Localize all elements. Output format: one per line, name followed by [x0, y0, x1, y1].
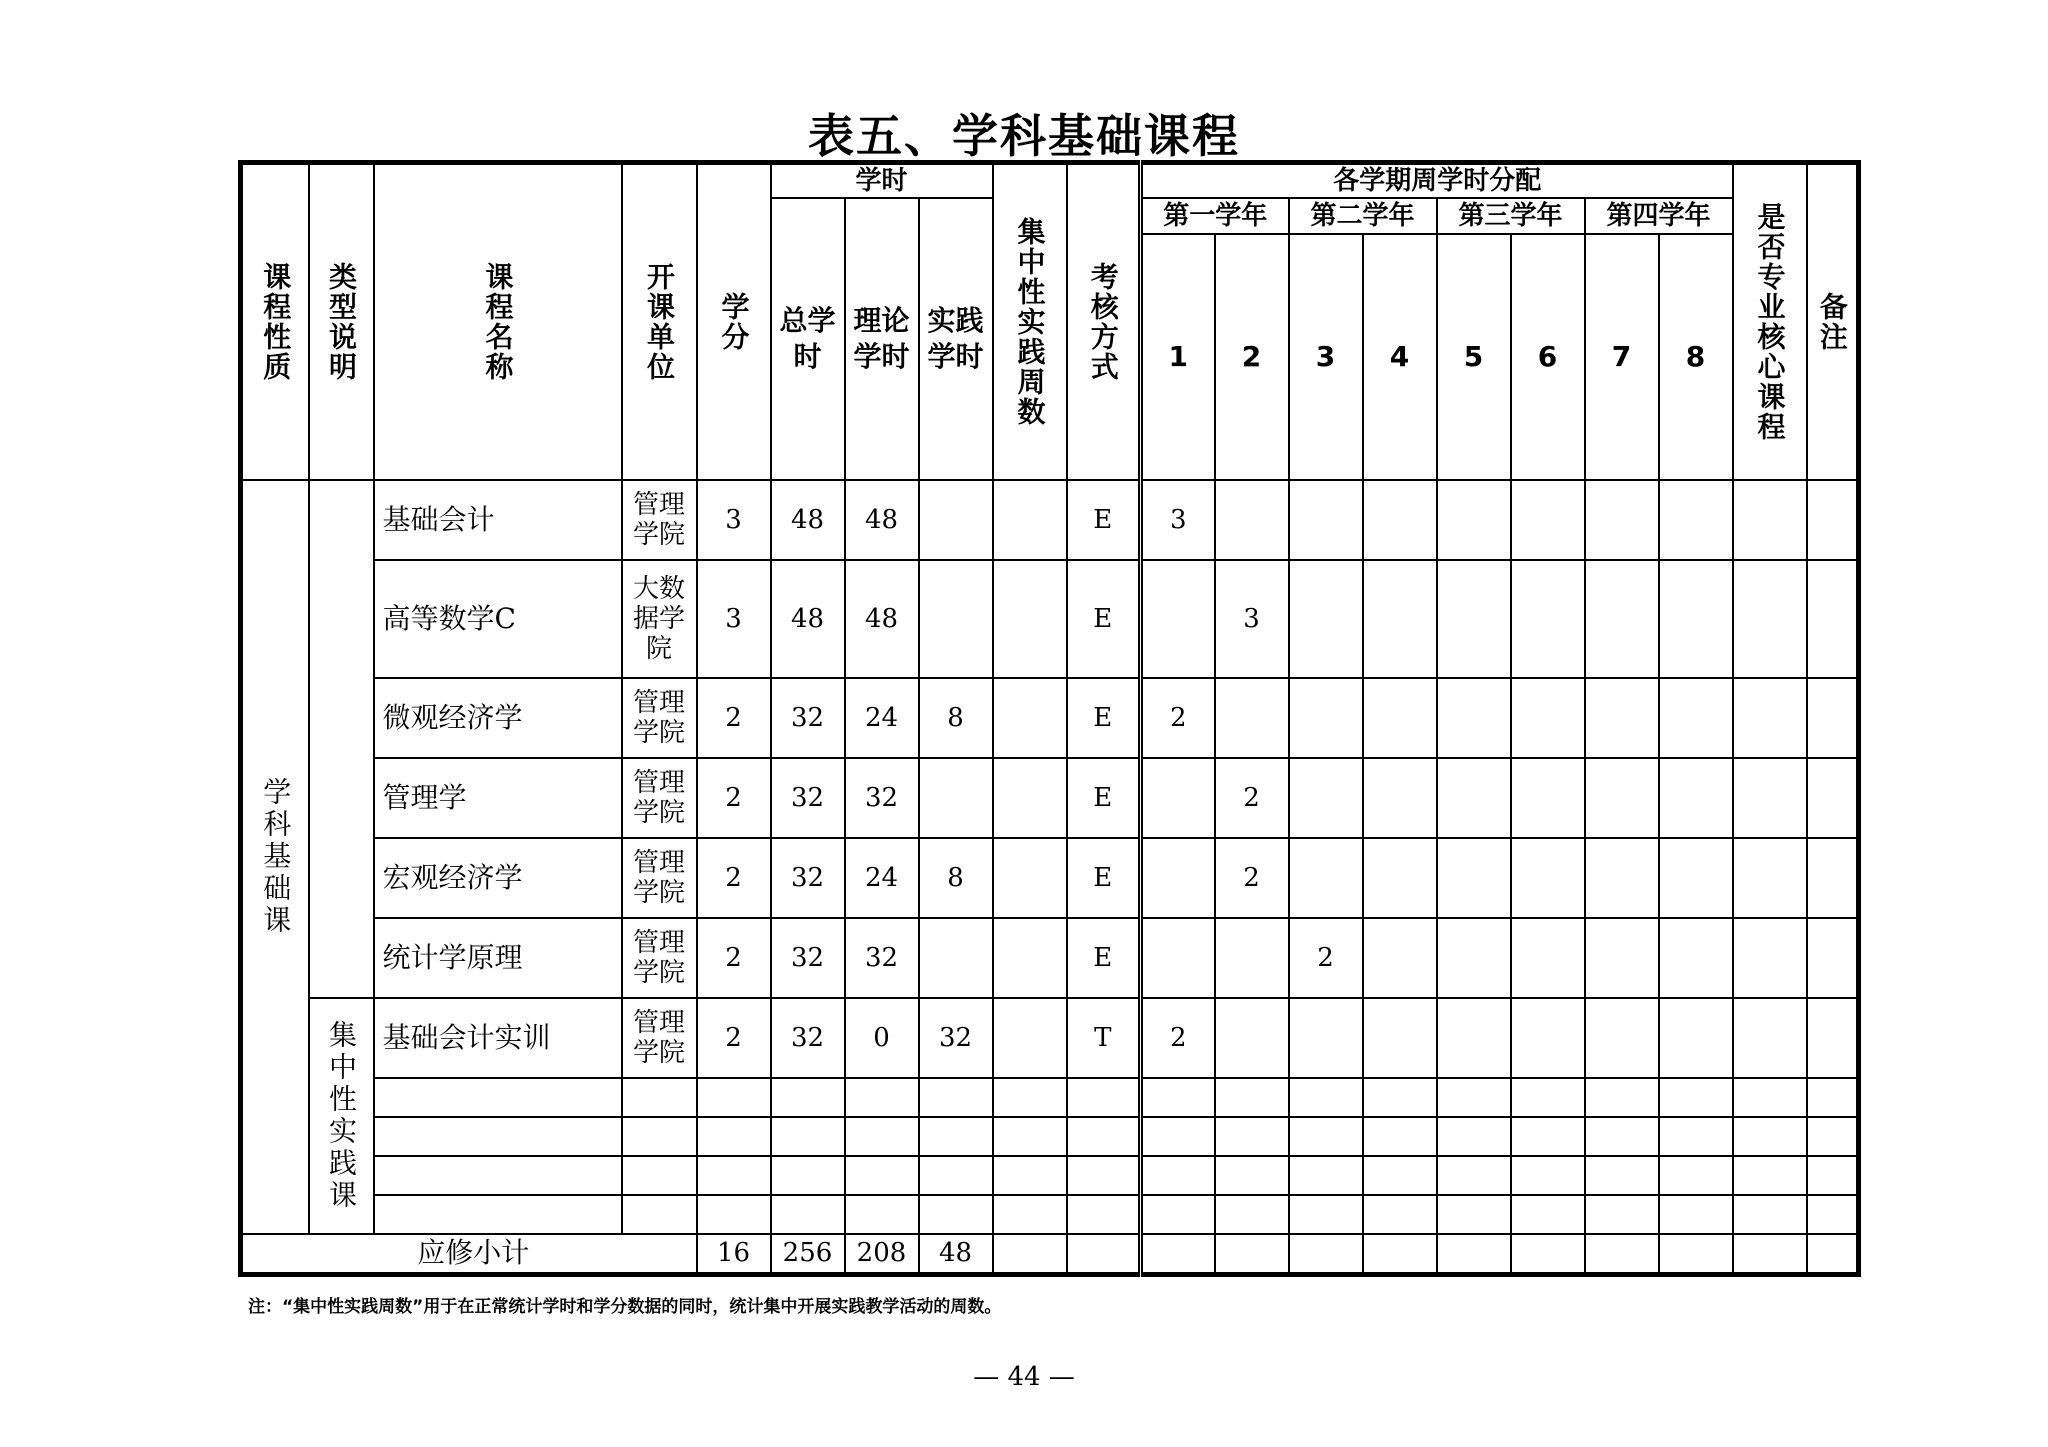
course-exam: E [1067, 838, 1141, 918]
subtotal-credit: 16 [697, 1234, 771, 1274]
course-semester-hours [1511, 758, 1585, 838]
course-semester-hours [1363, 678, 1437, 758]
course-practice-hours [919, 918, 993, 998]
course-practice-hours: 8 [919, 838, 993, 918]
header-semester: 1 [1141, 234, 1215, 480]
header-semester-dist: 各学期周学时分配 [1141, 163, 1733, 199]
course-semester-hours [1363, 758, 1437, 838]
course-remark [1807, 560, 1859, 678]
header-core: 是否专业核心课程 [1733, 163, 1807, 481]
empty-cell [1437, 1195, 1511, 1234]
empty-cell [374, 1117, 622, 1156]
empty-cell [1067, 1117, 1141, 1156]
course-name: 基础会计实训 [374, 998, 622, 1078]
course-total-hours: 48 [771, 560, 845, 678]
empty-cell [1511, 1117, 1585, 1156]
course-semester-hours [1437, 480, 1511, 560]
course-semester-hours [1659, 480, 1733, 560]
course-semester-hours [1511, 838, 1585, 918]
empty-cell [1733, 1078, 1807, 1117]
course-total-hours: 32 [771, 838, 845, 918]
course-remark [1807, 758, 1859, 838]
subtotal-total-hours: 256 [771, 1234, 845, 1274]
subtotal-empty [1437, 1234, 1511, 1274]
course-credit: 2 [697, 998, 771, 1078]
header-year: 第二学年 [1289, 198, 1437, 234]
course-credit: 2 [697, 918, 771, 998]
course-core [1733, 678, 1807, 758]
course-semester-hours [1363, 998, 1437, 1078]
header-semester: 2 [1215, 234, 1289, 480]
course-practice-weeks [993, 998, 1067, 1078]
header-year: 第三学年 [1437, 198, 1585, 234]
empty-cell [1807, 1078, 1859, 1117]
course-theory-hours: 48 [845, 480, 919, 560]
subtotal-empty [1511, 1234, 1585, 1274]
course-theory-hours: 32 [845, 918, 919, 998]
course-exam: E [1067, 918, 1141, 998]
course-practice-weeks [993, 560, 1067, 678]
empty-cell [1807, 1195, 1859, 1234]
course-credit: 3 [697, 480, 771, 560]
empty-cell [771, 1078, 845, 1117]
course-dept: 管理学院 [622, 838, 697, 918]
empty-cell [1141, 1078, 1215, 1117]
subtotal-theory-hours: 208 [845, 1234, 919, 1274]
subtotal-empty [1141, 1234, 1215, 1274]
subtotal-empty [1733, 1234, 1807, 1274]
header-year: 第一学年 [1141, 198, 1289, 234]
course-semester-hours [1511, 998, 1585, 1078]
header-semester: 4 [1363, 234, 1437, 480]
course-name: 宏观经济学 [374, 838, 622, 918]
header-practice-weeks: 集中性实践周数 [993, 163, 1067, 481]
header-theory-hours: 理论学时 [845, 198, 919, 480]
empty-cell [1511, 1156, 1585, 1195]
empty-cell [697, 1117, 771, 1156]
empty-cell [1807, 1117, 1859, 1156]
course-table [238, 160, 1861, 1277]
course-name: 管理学 [374, 758, 622, 838]
page-number: — 44 — [973, 1362, 1075, 1392]
empty-cell [1215, 1195, 1289, 1234]
empty-cell [845, 1156, 919, 1195]
empty-cell [1659, 1117, 1733, 1156]
course-core [1733, 998, 1807, 1078]
course-semester-hours [1585, 678, 1659, 758]
course-semester-hours [1289, 758, 1363, 838]
course-dept: 管理学院 [622, 998, 697, 1078]
course-theory-hours: 0 [845, 998, 919, 1078]
subtotal-label: 应修小计 [241, 1234, 697, 1274]
course-core [1733, 918, 1807, 998]
course-semester-hours [1511, 560, 1585, 678]
course-semester-hours: 3 [1215, 560, 1289, 678]
empty-cell [1659, 1078, 1733, 1117]
course-theory-hours: 24 [845, 678, 919, 758]
subtotal-empty [1215, 1234, 1289, 1274]
empty-cell [622, 1156, 697, 1195]
empty-cell [845, 1117, 919, 1156]
course-dept: 管理学院 [622, 758, 697, 838]
subtotal-empty [1807, 1234, 1859, 1274]
course-practice-weeks [993, 480, 1067, 560]
course-credit: 3 [697, 560, 771, 678]
header-type-desc: 类型说明 [309, 163, 374, 481]
empty-cell [919, 1156, 993, 1195]
empty-cell [1363, 1078, 1437, 1117]
empty-cell [1733, 1156, 1807, 1195]
subtotal-empty [1289, 1234, 1363, 1274]
course-name: 微观经济学 [374, 678, 622, 758]
course-core [1733, 560, 1807, 678]
course-semester-hours [1215, 918, 1289, 998]
course-name: 基础会计 [374, 480, 622, 560]
course-semester-hours [1585, 758, 1659, 838]
empty-cell [1363, 1117, 1437, 1156]
header-total-hours: 总学时 [771, 198, 845, 480]
empty-cell [374, 1195, 622, 1234]
course-practice-hours [919, 560, 993, 678]
header-semester: 5 [1437, 234, 1511, 480]
course-semester-hours [1437, 678, 1511, 758]
course-semester-hours: 2 [1215, 838, 1289, 918]
page-title: 表五、学科基础课程 [808, 109, 1240, 163]
course-semester-hours [1437, 998, 1511, 1078]
course-dept: 大数据学院 [622, 560, 697, 678]
empty-cell [1511, 1078, 1585, 1117]
empty-cell [845, 1195, 919, 1234]
course-practice-hours: 32 [919, 998, 993, 1078]
subtotal-empty [993, 1234, 1067, 1274]
course-semester-hours [1141, 758, 1215, 838]
subtotal-empty [1067, 1234, 1141, 1274]
course-credit: 2 [697, 838, 771, 918]
course-dept: 管理学院 [622, 918, 697, 998]
course-total-hours: 32 [771, 758, 845, 838]
empty-cell [1659, 1195, 1733, 1234]
empty-cell [1585, 1078, 1659, 1117]
course-semester-hours [1363, 480, 1437, 560]
empty-cell [1437, 1156, 1511, 1195]
course-semester-hours [1437, 758, 1511, 838]
course-credit: 2 [697, 678, 771, 758]
course-practice-weeks [993, 838, 1067, 918]
empty-cell [919, 1078, 993, 1117]
empty-cell [1289, 1078, 1363, 1117]
course-total-hours: 32 [771, 918, 845, 998]
empty-cell [1289, 1117, 1363, 1156]
course-total-hours: 32 [771, 678, 845, 758]
header-hours: 学时 [771, 163, 993, 199]
course-name: 统计学原理 [374, 918, 622, 998]
course-semester-hours [1289, 678, 1363, 758]
subtotal-practice-hours: 48 [919, 1234, 993, 1274]
empty-cell [1585, 1195, 1659, 1234]
empty-cell [1141, 1117, 1215, 1156]
empty-cell [1067, 1195, 1141, 1234]
course-semester-hours: 2 [1215, 758, 1289, 838]
course-semester-hours [1141, 838, 1215, 918]
course-semester-hours [1363, 918, 1437, 998]
course-exam: E [1067, 560, 1141, 678]
empty-cell [993, 1156, 1067, 1195]
empty-cell [771, 1117, 845, 1156]
empty-cell [1733, 1117, 1807, 1156]
course-remark [1807, 998, 1859, 1078]
header-semester: 6 [1511, 234, 1585, 480]
empty-cell [1511, 1195, 1585, 1234]
course-exam: E [1067, 678, 1141, 758]
empty-cell [1141, 1195, 1215, 1234]
course-semester-hours [1585, 560, 1659, 678]
subtotal-empty [1585, 1234, 1659, 1274]
type-empty [309, 480, 374, 998]
course-semester-hours [1659, 678, 1733, 758]
empty-cell [622, 1117, 697, 1156]
header-semester: 7 [1585, 234, 1659, 480]
course-semester-hours [1141, 560, 1215, 678]
course-core [1733, 480, 1807, 560]
empty-cell [1289, 1156, 1363, 1195]
empty-cell [697, 1195, 771, 1234]
course-semester-hours [1659, 560, 1733, 678]
empty-cell [1437, 1078, 1511, 1117]
header-year: 第四学年 [1585, 198, 1733, 234]
practice-type-label: 集中性实践课 [309, 998, 374, 1234]
empty-cell [1807, 1156, 1859, 1195]
empty-cell [1289, 1195, 1363, 1234]
empty-cell [1437, 1117, 1511, 1156]
course-semester-hours [1141, 918, 1215, 998]
course-remark [1807, 838, 1859, 918]
course-practice-weeks [993, 918, 1067, 998]
header-practice-hours: 实践学时 [919, 198, 993, 480]
empty-cell [622, 1195, 697, 1234]
empty-cell [1585, 1117, 1659, 1156]
empty-cell [697, 1078, 771, 1117]
empty-cell [374, 1156, 622, 1195]
empty-cell [771, 1156, 845, 1195]
subtotal-empty [1363, 1234, 1437, 1274]
course-practice-weeks [993, 758, 1067, 838]
course-theory-hours: 32 [845, 758, 919, 838]
course-semester-hours [1289, 998, 1363, 1078]
empty-cell [1141, 1156, 1215, 1195]
empty-cell [993, 1117, 1067, 1156]
empty-cell [374, 1078, 622, 1117]
course-semester-hours [1585, 918, 1659, 998]
course-semester-hours [1437, 918, 1511, 998]
course-theory-hours: 24 [845, 838, 919, 918]
empty-cell [771, 1195, 845, 1234]
course-semester-hours [1437, 838, 1511, 918]
course-practice-hours: 8 [919, 678, 993, 758]
empty-cell [1363, 1156, 1437, 1195]
subtotal-empty [1659, 1234, 1733, 1274]
header-dept: 开课单位 [622, 163, 697, 481]
course-remark [1807, 480, 1859, 560]
empty-cell [1215, 1117, 1289, 1156]
course-semester-hours [1659, 838, 1733, 918]
course-core [1733, 838, 1807, 918]
course-semester-hours [1363, 560, 1437, 678]
course-remark [1807, 918, 1859, 998]
empty-cell [993, 1195, 1067, 1234]
header-course-nature: 课程性质 [241, 163, 309, 481]
category-label: 学科基础课 [241, 480, 309, 1234]
course-practice-hours [919, 480, 993, 560]
empty-cell [1585, 1156, 1659, 1195]
course-semester-hours [1659, 918, 1733, 998]
empty-cell [1067, 1156, 1141, 1195]
course-semester-hours: 2 [1141, 998, 1215, 1078]
empty-cell [1363, 1195, 1437, 1234]
footnote: 注：“集中性实践周数”用于在正常统计学时和学分数据的同时，统计集中开展实践教学活动的周数。 [248, 1297, 1002, 1317]
course-total-hours: 48 [771, 480, 845, 560]
course-exam: E [1067, 758, 1141, 838]
course-semester-hours: 2 [1141, 678, 1215, 758]
course-semester-hours [1215, 480, 1289, 560]
course-dept: 管理学院 [622, 480, 697, 560]
header-credit: 学分 [697, 163, 771, 481]
course-semester-hours: 3 [1141, 480, 1215, 560]
course-semester-hours [1511, 678, 1585, 758]
empty-cell [1067, 1078, 1141, 1117]
course-semester-hours [1289, 480, 1363, 560]
empty-cell [845, 1078, 919, 1117]
course-total-hours: 32 [771, 998, 845, 1078]
course-semester-hours [1363, 838, 1437, 918]
empty-cell [919, 1195, 993, 1234]
course-exam: T [1067, 998, 1141, 1078]
header-semester: 8 [1659, 234, 1733, 480]
course-semester-hours [1215, 998, 1289, 1078]
course-exam: E [1067, 480, 1141, 560]
course-name: 高等数学C [374, 560, 622, 678]
course-semester-hours [1585, 838, 1659, 918]
course-practice-hours [919, 758, 993, 838]
empty-cell [622, 1078, 697, 1117]
header-semester: 3 [1289, 234, 1363, 480]
course-semester-hours [1585, 480, 1659, 560]
empty-cell [1215, 1156, 1289, 1195]
course-semester-hours [1289, 838, 1363, 918]
course-semester-hours [1289, 560, 1363, 678]
course-semester-hours [1215, 678, 1289, 758]
course-semester-hours [1511, 918, 1585, 998]
course-semester-hours [1659, 758, 1733, 838]
empty-cell [1733, 1195, 1807, 1234]
course-practice-weeks [993, 678, 1067, 758]
course-remark [1807, 678, 1859, 758]
course-semester-hours [1659, 998, 1733, 1078]
empty-cell [697, 1156, 771, 1195]
header-exam: 考核方式 [1067, 163, 1141, 481]
empty-cell [1659, 1156, 1733, 1195]
header-course-name: 课程名称 [374, 163, 622, 481]
course-core [1733, 758, 1807, 838]
empty-cell [993, 1078, 1067, 1117]
empty-cell [919, 1117, 993, 1156]
course-dept: 管理学院 [622, 678, 697, 758]
course-credit: 2 [697, 758, 771, 838]
course-semester-hours: 2 [1289, 918, 1363, 998]
course-semester-hours [1585, 998, 1659, 1078]
course-semester-hours [1437, 560, 1511, 678]
course-semester-hours [1511, 480, 1585, 560]
empty-cell [1215, 1078, 1289, 1117]
header-remark: 备注 [1807, 163, 1859, 481]
course-theory-hours: 48 [845, 560, 919, 678]
